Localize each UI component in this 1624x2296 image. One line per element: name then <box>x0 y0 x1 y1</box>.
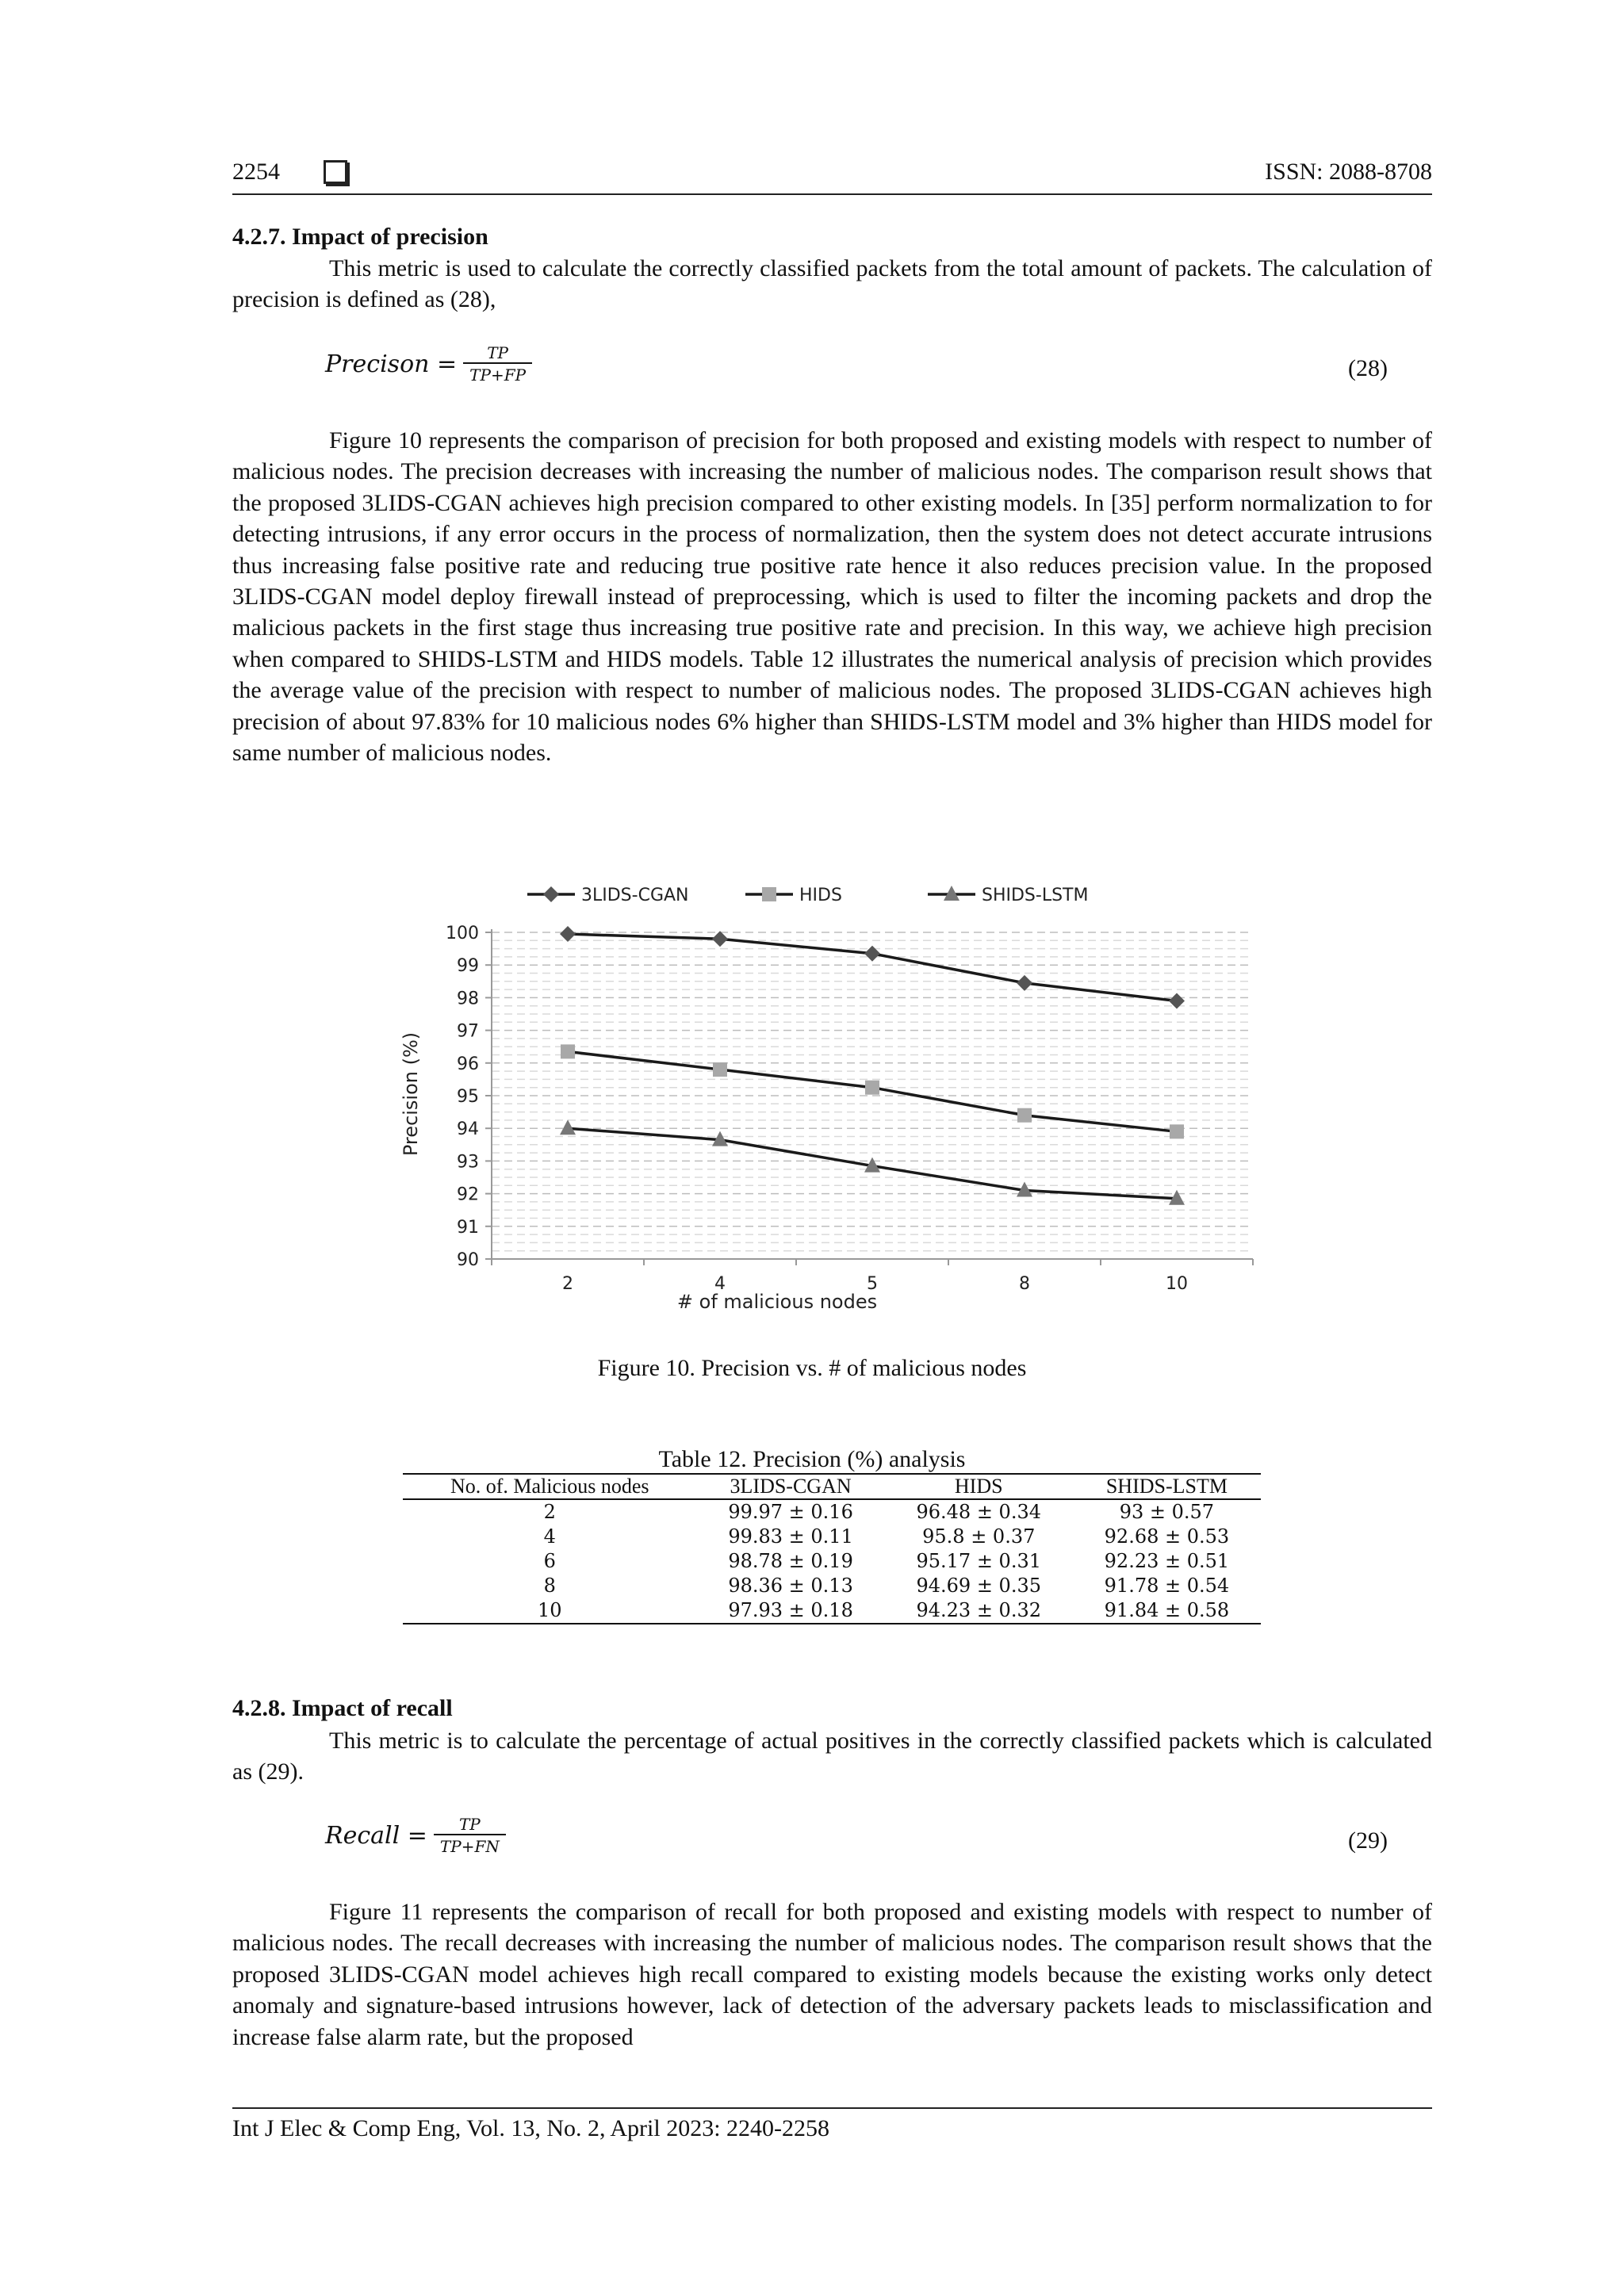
legend-marker <box>762 887 776 901</box>
table-row <box>403 1499 1261 1525</box>
x-tick-label: 2 <box>562 1274 573 1294</box>
page-footer <box>232 2107 1432 2141</box>
table-cell: 6 <box>543 1550 556 1572</box>
y-tick-label: 93 <box>457 1152 479 1173</box>
journal-citation: Int J Elec & Comp Eng, Vol. 13, No. 2, April 2023: 2240-2258 <box>232 2115 830 2141</box>
table-cell: 98.78 ± 0.19 <box>728 1550 853 1572</box>
x-tick-label: 5 <box>867 1274 878 1294</box>
table-row <box>403 1525 1261 1549</box>
precision-intro-paragraph: This metric is used to calculate the correctly classified packets from the total amount of packets. The calculation of precision is defined as (28), <box>232 255 1432 313</box>
table-cell: 99.83 ± 0.11 <box>728 1525 853 1548</box>
table-cell: 93 ± 0.57 <box>1119 1501 1215 1523</box>
data-point <box>864 946 880 962</box>
legend-marker <box>543 886 559 902</box>
table-header-cell: No. of. Malicious nodes <box>403 1474 697 1499</box>
chart-legend <box>527 886 1088 905</box>
legend-label: HIDS <box>799 886 842 905</box>
table-cell: 98.36 ± 0.13 <box>728 1575 853 1597</box>
y-tick-label: 98 <box>457 989 479 1009</box>
data-point <box>1017 975 1032 991</box>
table-cell: 95.8 ± 0.37 <box>922 1525 1036 1548</box>
table-cell: 8 <box>543 1575 556 1597</box>
equation-precision: Precison = $\frac{TP}{TP+FP}$ <box>325 343 532 385</box>
page-header <box>232 155 1432 195</box>
y-tick-label: 94 <box>457 1119 479 1140</box>
y-axis-label: Precision (%) <box>400 1031 422 1157</box>
data-point <box>713 1062 727 1077</box>
table-header-cell: HIDS <box>885 1474 1073 1499</box>
table-cell: 94.69 ± 0.35 <box>916 1575 1041 1597</box>
series-3lids-cgan <box>560 926 1185 1008</box>
precision-line-chart <box>349 856 1285 1316</box>
table-cell: 92.68 ± 0.53 <box>1104 1525 1230 1548</box>
equation-number-29: (29) <box>1348 1827 1388 1854</box>
table-cell: 99.97 ± 0.16 <box>728 1501 853 1523</box>
figure-caption: Figure 10. Precision vs. # of malicious nodes <box>597 1355 1027 1381</box>
data-point <box>561 1044 575 1058</box>
equation-number-28: (28) <box>1348 355 1388 381</box>
table-header-cell: 3LIDS-CGAN <box>697 1474 885 1499</box>
table-row <box>403 1549 1261 1574</box>
table-cell: 92.23 ± 0.51 <box>1104 1550 1230 1572</box>
table-cell: 91.84 ± 0.58 <box>1073 1598 1261 1624</box>
table-cell: 96.48 ± 0.34 <box>916 1501 1041 1523</box>
legend-label: 3LIDS-CGAN <box>581 886 689 905</box>
issn: ISSN: 2088-8708 <box>1265 159 1432 185</box>
data-point <box>560 926 576 942</box>
chart-axes <box>485 929 1253 1265</box>
data-point <box>712 931 728 947</box>
table-cell: 95.17 ± 0.31 <box>916 1550 1041 1572</box>
y-tick-label: 97 <box>457 1021 479 1042</box>
table-cell: 94.23 ± 0.32 <box>885 1598 1073 1624</box>
table-caption: Table 12. Precision (%) analysis <box>658 1446 966 1472</box>
precision-table <box>403 1473 1261 1624</box>
legend-item <box>745 886 842 905</box>
y-tick-label: 100 <box>446 924 479 943</box>
table-cell: 91.78 ± 0.54 <box>1104 1575 1230 1597</box>
series-line <box>568 934 1177 1001</box>
chart-tick-labels <box>446 924 1188 1294</box>
y-tick-label: 96 <box>457 1054 479 1074</box>
legend-item <box>527 886 689 905</box>
data-point <box>1169 993 1185 1009</box>
table-cell: 4 <box>543 1525 556 1548</box>
x-axis-label: # of malicious nodes <box>676 1291 878 1313</box>
x-tick-label: 10 <box>1166 1274 1188 1294</box>
y-tick-label: 90 <box>457 1250 479 1270</box>
data-point <box>560 1119 576 1135</box>
table-cell: 97.93 ± 0.18 <box>697 1598 885 1624</box>
table-row <box>403 1598 1261 1624</box>
series-shids-lstm <box>560 1119 1185 1205</box>
table-header-cell: SHIDS-LSTM <box>1073 1474 1261 1499</box>
equation-recall: Recall = $\frac{TP}{TP+FN}$ <box>325 1815 506 1856</box>
section-heading-precision: 4.2.7. Impact of precision <box>232 224 488 250</box>
legend-label: SHIDS-LSTM <box>982 886 1089 905</box>
data-point <box>1170 1124 1184 1138</box>
table-cell: 10 <box>403 1598 697 1624</box>
table-cell: 2 <box>543 1501 556 1523</box>
square-bullet-icon <box>324 160 347 184</box>
y-tick-label: 95 <box>457 1087 479 1107</box>
y-tick-label: 99 <box>457 956 479 977</box>
precision-body-paragraph: Figure 10 represents the comparison of precision for both proposed and existing models with respect to number of malicious nodes. The precision decreases with increasing the number of malicious nodes. The comparison result shows that the proposed 3LIDS-CGAN achieves high precision compared to other existing models. In [35] perform normalization to for detecting intrusions, if any error occurs in the process of normalization, then the system does not detect accurate intrusions thus increasing false positive rate and reducing true positive rate hence it also reduces precision value. In the proposed 3LIDS-CGAN model deploy firewall instead of preprocessing, which is used to filter the incoming packets and drop the malicious packets in the first stage thus increasing true positive rate and precision. In this way, we achieve high precision when compared to SHIDS-LSTM and HIDS models. Table 12 illustrates the numerical analysis of precision which provides the average value of the precision with respect to number of malicious nodes. The proposed 3LIDS-CGAN achieves high precision of about 97.83% for 10 malicious nodes 6% higher than SHIDS-LSTM model and 3% higher than HIDS model for same number of malicious nodes. <box>232 427 1432 767</box>
table-header-row <box>403 1474 1261 1499</box>
recall-intro-paragraph: This metric is to calculate the percentage of actual positives in the correctly classified packets which is calculated as (29). <box>232 1728 1432 1785</box>
page-number: 2254 <box>232 159 280 185</box>
chart-series <box>560 926 1185 1205</box>
section-heading-recall: 4.2.8. Impact of recall <box>232 1695 453 1721</box>
y-tick-label: 91 <box>457 1217 479 1238</box>
table-row <box>403 1574 1261 1598</box>
x-tick-label: 4 <box>714 1274 726 1294</box>
data-point <box>1017 1108 1032 1123</box>
series-hids <box>561 1044 1184 1138</box>
y-tick-label: 92 <box>457 1184 479 1205</box>
recall-body-paragraph: Figure 11 represents the comparison of recall for both proposed and existing models with respect to number of malicious nodes. The recall decreases with increasing the number of malicious nodes. The comparison result shows that the proposed 3LIDS-CGAN model achieves high recall compared to existing models because the existing works only detect anomaly and signature-based intrusions however, lack of detection of the adversary packets leads to misclassification and increase false alarm rate, but the proposed <box>232 1899 1432 2050</box>
x-tick-label: 8 <box>1019 1274 1030 1294</box>
legend-item <box>928 886 1088 905</box>
data-point <box>865 1081 879 1095</box>
